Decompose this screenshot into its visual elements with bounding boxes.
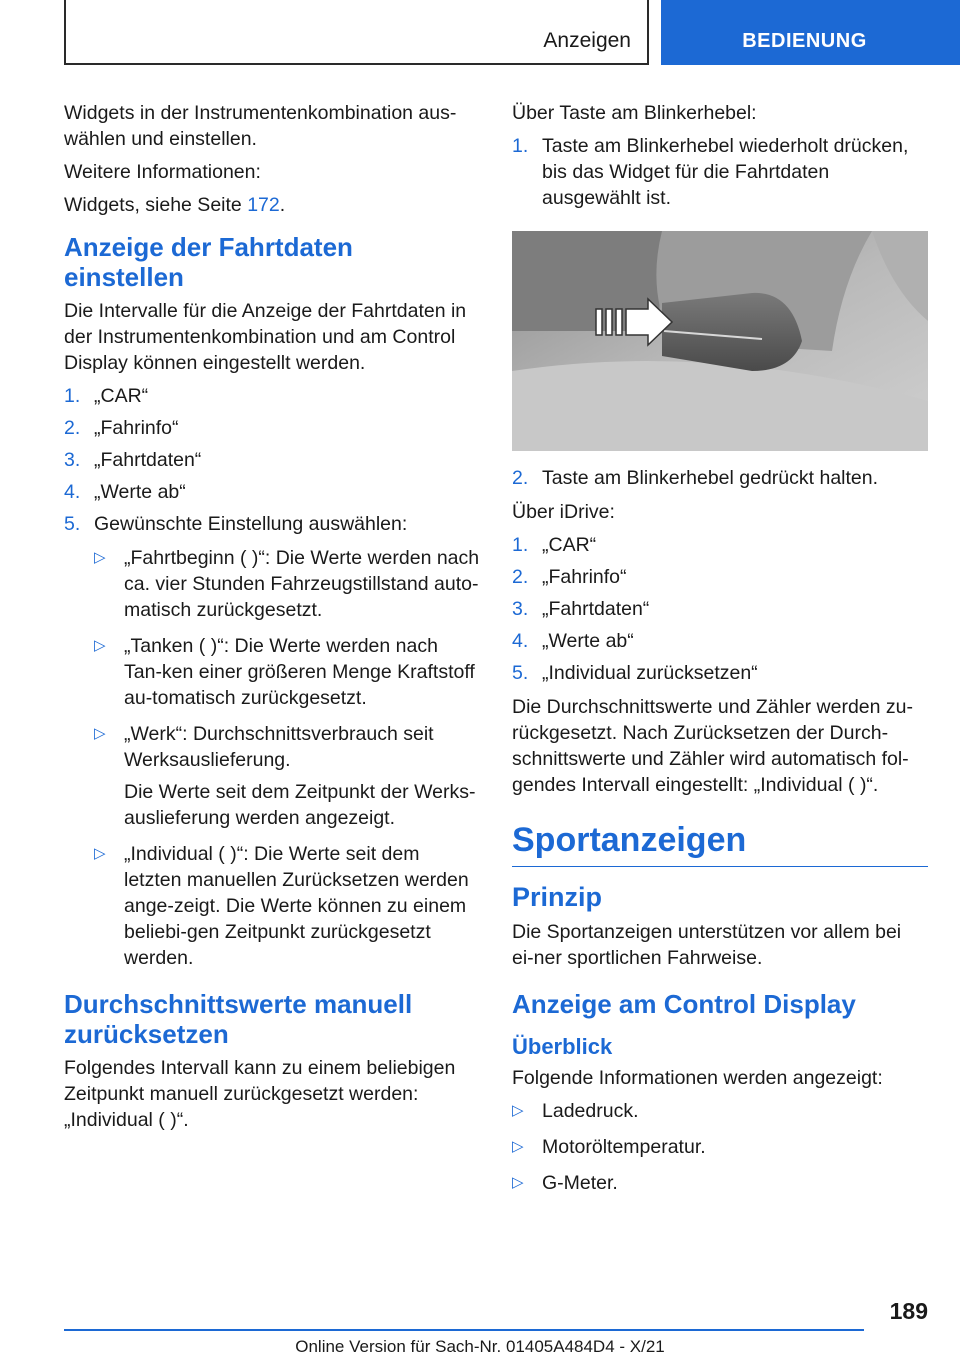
triangle-bullet-icon: ▷	[512, 1174, 524, 1191]
list-item: ▷ „Tanken ( )“: Die Werte werden nach Tan-ken einer größeren Menge Kraftstoff au-tomatisch zurückgesetzt.	[94, 635, 475, 709]
list-item: 5. Gewünschte Einstellung auswählen:	[64, 513, 408, 535]
idrive-label: Über iDrive:	[512, 501, 615, 523]
list-item: ▷ „Fahrtbeginn ( )“: Die Werte werden nach ca. vier Stunden Fahrzeugstillstand auto-matisch zurückgesetzt.	[94, 547, 480, 621]
taste-steps-2	[512, 465, 928, 491]
chapter-tab	[661, 0, 960, 65]
info-list	[512, 1098, 928, 1196]
reset-paragraph: Die Durchschnittswerte und Zähler werden zu-rückgesetzt. Nach Zurücksetzen der Durch-schnittswerte und Zähler wird automatisch fol-gendes Intervall eingestellt: „Individual ( )“.	[512, 696, 914, 796]
footer-divider	[64, 1329, 864, 1331]
triangle-bullet-icon: ▷	[94, 845, 106, 862]
heading-ueberblick: Überblick	[512, 1034, 613, 1059]
list-item: 2. „Fahrinfo“	[64, 417, 179, 439]
triangle-bullet-icon: ▷	[94, 549, 106, 566]
list-item: 1. „CAR“	[512, 534, 597, 556]
triangle-bullet-icon: ▷	[512, 1138, 524, 1155]
list-item: 2. Taste am Blinkerhebel gedrückt halten.	[512, 467, 879, 489]
page-number: 189	[889, 1298, 928, 1324]
header-bar	[64, 0, 649, 65]
list-item: 4. „Werte ab“	[64, 481, 186, 503]
widgets-reference: Widgets, siehe Seite 172.	[64, 194, 286, 216]
heading-durchschnitt: Durchschnittswerte manuell zurücksetzen	[64, 989, 413, 1049]
section-title: Anzeigen	[543, 29, 631, 52]
fahrtdaten-paragraph: Die Intervalle für die Anzeige der Fahrtdaten in der Instrumentenkombination und am Control Display können eingestellt werden.	[64, 300, 467, 374]
list-item: 5. „Individual zurücksetzen“	[512, 662, 758, 684]
list-item: ▷ „Individual ( )“: Die Werte seit dem letzten manuellen Zurücksetzen werden ange-zeigt. Die Werte können zu einem beliebi-gen Zeitpunkt zurückgesetzt werden.	[94, 843, 469, 969]
more-info-label: Weitere Informationen:	[64, 161, 261, 183]
page-link[interactable]: 172	[247, 194, 280, 216]
option-list	[64, 545, 480, 971]
heading-sportanzeigen: Sportanzeigen	[512, 820, 928, 867]
taste-steps	[512, 133, 928, 211]
list-item: ▷ Ladedruck.	[512, 1100, 639, 1122]
list-item: ▷ Motoröltemperatur.	[512, 1136, 706, 1158]
right-column	[512, 100, 928, 1206]
prinzip-paragraph: Die Sportanzeigen unterstützen vor allem bei ei-ner sportlichen Fahrweise.	[512, 921, 902, 969]
chapter-title: BEDIENUNG	[742, 30, 867, 52]
left-column	[64, 100, 480, 1140]
list-item: 3. „Fahrtdaten“	[64, 449, 202, 471]
werk-note: Die Werte seit dem Zeitpunkt der Werks-auslieferung werden angezeigt.	[124, 781, 476, 829]
list-item: 3. „Fahrtdaten“	[512, 598, 650, 620]
turn-signal-lever-photo	[512, 231, 928, 451]
list-item: 4. „Werte ab“	[512, 630, 634, 652]
list-item: ▷ „Werk“: Durchschnittsverbrauch seit Werksauslieferung.	[94, 723, 434, 771]
ueberblick-paragraph: Folgende Informationen werden angezeigt:	[512, 1067, 883, 1089]
heading-control-display: Anzeige am Control Display	[512, 989, 856, 1019]
taste-label: Über Taste am Blinkerhebel:	[512, 102, 757, 124]
list-item: 1. Taste am Blinkerhebel wiederholt drücken, bis das Widget für die Fahrtdaten ausgewählt ist.	[512, 135, 909, 209]
list-item: 2. „Fahrinfo“	[512, 566, 627, 588]
list-item: ▷ G-Meter.	[512, 1172, 618, 1194]
lever-illustration	[512, 231, 928, 451]
intro-paragraph: Widgets in der Instrumentenkombination aus-wählen und einstellen.	[64, 102, 457, 150]
settings-steps	[64, 383, 480, 537]
idrive-steps	[512, 532, 928, 686]
triangle-bullet-icon: ▷	[94, 725, 106, 742]
heading-fahrtdaten: Anzeige der Fahrtdaten einstellen	[64, 232, 353, 292]
list-item: 1. „CAR“	[64, 385, 149, 407]
triangle-bullet-icon: ▷	[512, 1102, 524, 1119]
triangle-bullet-icon: ▷	[94, 637, 106, 654]
footer-text: Online Version für Sach-Nr. 01405A484D4 - X/21	[295, 1337, 665, 1356]
durchschnitt-paragraph: Folgendes Intervall kann zu einem beliebigen Zeitpunkt manuell zurückgesetzt werden: „Individual ( )“.	[64, 1057, 456, 1131]
heading-prinzip: Prinzip	[512, 882, 603, 912]
